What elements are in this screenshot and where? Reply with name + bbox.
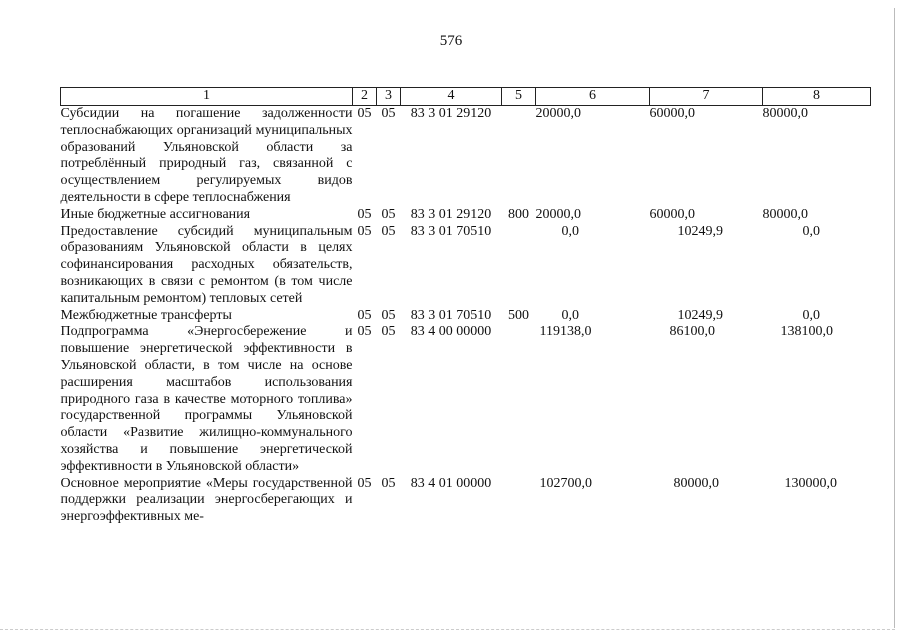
row-value-7: 10249,9 [677,223,723,239]
row-target-code: 83 3 01 29120 [410,206,492,222]
column-header: 4 [401,88,502,106]
row-target-code: 83 3 01 70510 [410,223,492,239]
row-value-6: 20000,0 [535,206,581,222]
column-header: 8 [763,88,871,106]
column-header: 6 [536,88,650,106]
table-row [61,308,871,325]
row-expense-type: 500 [508,307,529,323]
table-header-row [61,88,871,106]
row-value-7: 60000,0 [649,106,695,121]
document-page [8,8,895,628]
column-header: 1 [61,88,353,106]
row-subsection: 05 [381,206,396,222]
row-subsection: 05 [381,324,396,340]
row-expense-type [502,224,536,308]
row-target-code: 83 4 00 00000 [410,324,492,340]
column-header: 7 [650,88,763,106]
column-header: 2 [353,88,377,106]
row-value-8: 130000,0 [784,475,837,491]
row-value-8: 138100,0 [780,324,833,340]
column-header: 5 [502,88,536,106]
row-name: Субсидии на погашение задолженности теплоснабжающих организаций муниципальных образований Ульяновской области за потреблённый природный газ, связанной с осуществлением регулируемых видов деятельности в сфере теплоснабжения [60,106,353,205]
row-target-code: 83 3 01 70510 [410,307,492,323]
row-value-8: 80000,0 [762,106,808,121]
row-value-7: 86100,0 [669,324,715,340]
row-subsection: 05 [381,307,396,323]
row-value-6: 102700,0 [539,475,592,491]
row-value-8: 0,0 [802,223,820,239]
row-section: 05 [357,106,372,121]
row-section: 05 [357,324,372,340]
row-value-6: 0,0 [561,307,579,323]
table-row [61,476,871,526]
row-target-code: 83 3 01 29120 [410,106,492,121]
row-value-7: 80000,0 [673,475,719,491]
page-bottom-edge [0,629,895,630]
row-target-code: 83 4 01 00000 [410,475,492,491]
row-value-6: 119138,0 [539,324,592,340]
row-name: Предоставление субсидий муниципальным образованиям Ульяновской области в целях софинансирования расходных обязательств, возникающих в связи с ремонтом (в том числе капитальным ремонтом) тепловых сетей [60,223,353,306]
row-name: Межбюджетные трансферты [60,307,232,323]
row-section: 05 [357,307,372,323]
table-row [61,224,871,308]
row-section: 05 [357,206,372,222]
row-name: Иные бюджетные ассигнования [60,206,251,222]
row-expense-type [502,476,536,526]
row-name: Основное мероприятие «Меры государственной поддержки реализации энергосберегающих и энергоэффективных ме- [60,475,353,525]
row-value-7: 60000,0 [649,206,695,222]
row-subsection: 05 [381,475,396,491]
row-subsection: 05 [381,223,396,239]
row-name: Подпрограмма «Энергосбережение и повышение энергетической эффективности в Ульяновской области, в том числе на основе расширения масштабов использования природного газа в качестве моторного топлива» государственной программы Ульяновской области «Развитие жилищно-коммунального хозяйства и повышение энергетической эффективности в Ульяновской области» [60,324,353,474]
row-value-8: 80000,0 [762,206,808,222]
budget-table [60,87,871,526]
row-expense-type [502,324,536,475]
table-row [61,207,871,224]
row-value-6: 0,0 [561,223,579,239]
table-row [61,106,871,207]
row-expense-type [502,106,536,207]
row-value-8: 0,0 [802,307,820,323]
row-section: 05 [357,475,372,491]
row-subsection: 05 [381,106,396,121]
row-section: 05 [357,223,372,239]
table-row [61,324,871,475]
row-value-6: 20000,0 [535,106,581,121]
row-expense-type: 800 [508,206,529,222]
column-header: 3 [377,88,401,106]
page-number: 576 [439,33,463,49]
row-value-7: 10249,9 [677,307,723,323]
